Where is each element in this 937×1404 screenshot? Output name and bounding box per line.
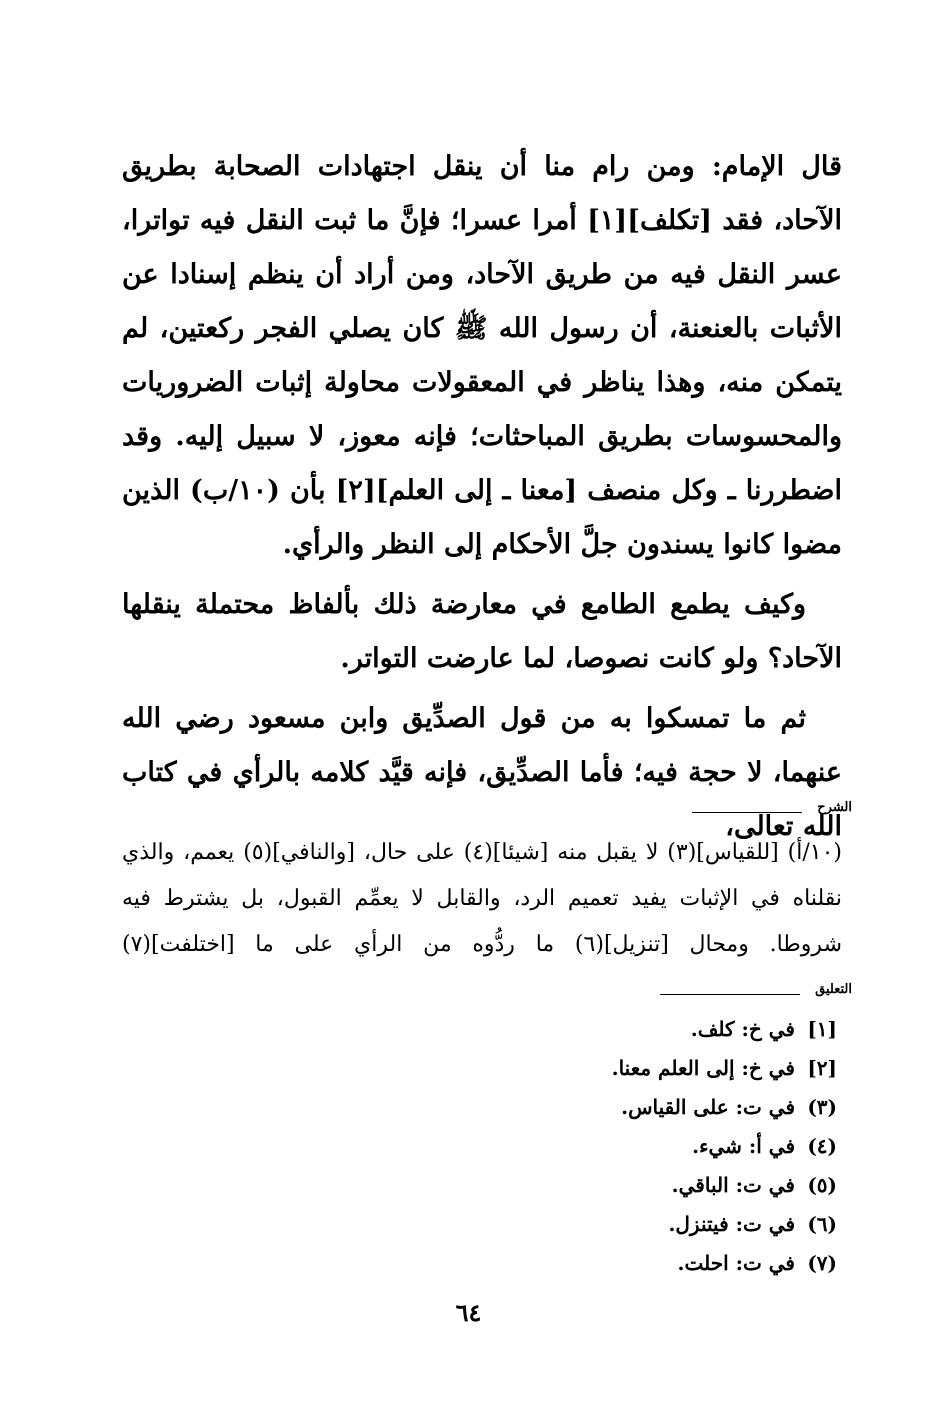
footnote-marker: [٢] — [807, 1056, 837, 1080]
taaliq-label: التعليق — [815, 982, 852, 997]
footnote — [612, 1205, 837, 1244]
footnote — [612, 1010, 837, 1049]
paragraph: ثم ما تمسكوا به من قول الصدِّيق وابن مسعود رضي الله عنهما، لا حجة فيه؛ فأما الصدِّيق، فإنه قيَّد كلامه بالرأي في كتاب الله تعالى، — [122, 703, 842, 842]
footnote-text: في ت: احلت. — [677, 1251, 795, 1275]
paragraph: وكيف يطمع الطامع في معارضة ذلك بألفاظ محتملة ينقلها الآحاد؟ ولو كانت نصوصا، لما عارضت التواتر. — [122, 589, 842, 674]
footnote-marker: (٦) — [807, 1212, 837, 1236]
paragraph: قال الإمام: ومن رام منا أن ينقل اجتهادات الصحابة بطريق الآحاد، فقد [تكلف][١] أمرا عسرا؛ فإنَّ ما ثبت النقل فيه تواترا، عسر النقل فيه من طريق الآحاد، ومن أراد أن ينظم إسنادا عن الأثبات بالعنعنة، أن رسول الله ﷺ كان يصلي الفجر ركعتين، لم يتمكن منه، وهذا يناظر في المعقولات محاولة إثبات الضروريات والمحسوسات بطريق المباحثات؛ فإنه معوز، لا سبيل إليه. وقد اضطررنا ـ وكل منصف [معنا ـ إلى العلم][٢] بأن (١٠/ب) الذين مضوا كانوا يسندون جلَّ الأحكام إلى النظر والرأي. — [122, 151, 842, 560]
footnote-text: في ت: على القياس. — [621, 1095, 795, 1119]
divider-line — [692, 812, 802, 813]
footnote-text: في أ: شيء. — [692, 1134, 795, 1158]
divider-line — [660, 994, 800, 995]
footnote-text: في خ: إلى العلم معنا. — [611, 1056, 795, 1080]
sharh-paragraph: (١٠/أ) [للقياس](٣) لا يقبل منه [شيئا](٤) على حال، [والنافي](٥) يعمم، والذي نقلناه في الإثبات يفيد تعميم الرد، والقابل لا يعمِّم القبول، بل يشترط فيه شروطا. ومحال [تنزيل](٦) ما ردُّوه من الرأي على ما [اختلفت](٧) — [122, 840, 843, 957]
footnote — [612, 1127, 837, 1166]
taaliq-divider — [82, 982, 852, 1004]
footnotes-list — [612, 1010, 837, 1283]
footnote-text: في ت: فيتنزل. — [668, 1212, 795, 1236]
main-text — [122, 140, 842, 854]
footnote-marker: (٤) — [807, 1134, 837, 1158]
footnote — [612, 1088, 837, 1127]
footnote-marker: (٥) — [807, 1173, 837, 1197]
footnote — [612, 1166, 837, 1205]
page-number: ٦٤ — [455, 1298, 482, 1327]
footnote — [612, 1244, 837, 1283]
sharh-divider — [82, 800, 852, 822]
sharh-label: الشرح — [817, 800, 852, 815]
footnote-text: في ت: الباقي. — [671, 1173, 795, 1197]
footnote-marker: [١] — [807, 1017, 837, 1041]
footnote-text: في خ: كلف. — [690, 1017, 795, 1041]
sharh-text — [122, 830, 842, 968]
footnote-marker: (٧) — [807, 1251, 837, 1275]
footnote-marker: (٣) — [807, 1095, 837, 1119]
footnote — [612, 1049, 837, 1088]
